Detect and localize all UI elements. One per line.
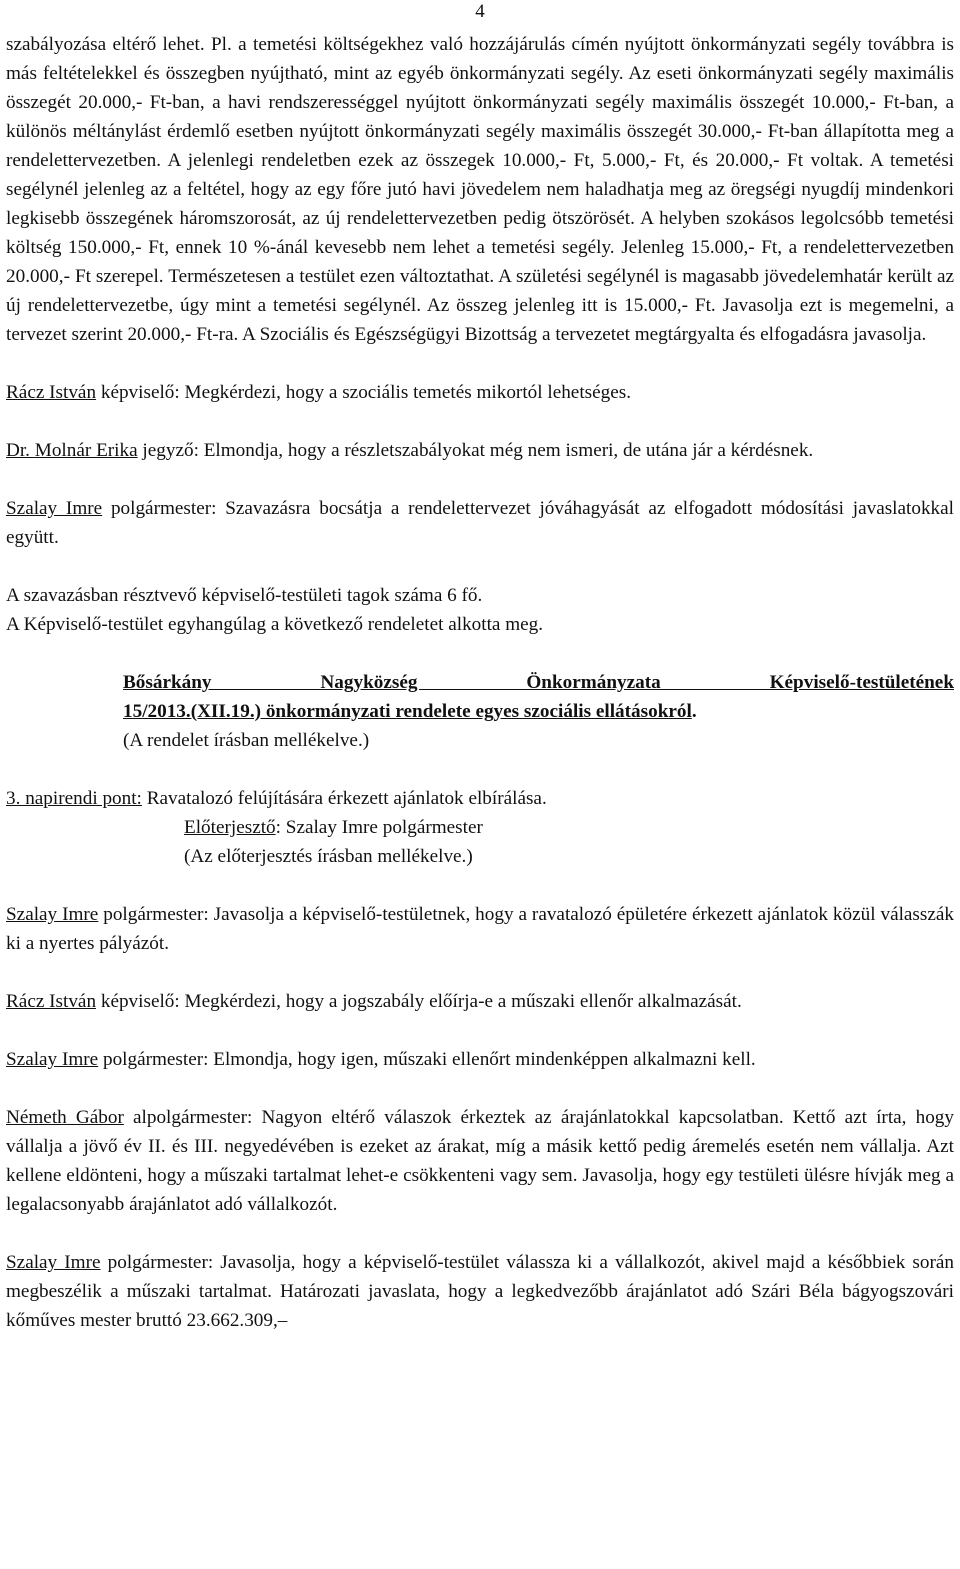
- document-body: [6, 30, 954, 1335]
- entry-racz-2: [6, 987, 954, 1016]
- presenter-attached: (Az előterjesztés írásban mellékelve.): [184, 846, 473, 867]
- entry-text: polgármester: Javasolja, hogy a képviselő-testület válassza ki a vállalkozót, akivel majd a későbbiek során megbeszélik a műszaki tartalmat. Határozati javaslata, hogy a legkedvezőbb árajánlatot adó Szári Béla bágyogszovári kőműves mester bruttó 23.662.309,–: [6, 1252, 954, 1331]
- entry-text: jegyző: Elmondja, hogy a részletszabályokat még nem ismeri, de utána jár a kérdésnek.: [137, 440, 814, 461]
- agenda-label: 3. napirendi pont:: [6, 788, 142, 809]
- decree-period: .: [691, 701, 697, 722]
- speaker-name: Molnár Erika: [34, 440, 138, 461]
- entry-szalay-1: [6, 494, 954, 552]
- presenter-block: [6, 813, 954, 871]
- presenter-text: : Szalay Imre polgármester: [275, 817, 483, 838]
- entry-szalay-2: [6, 900, 954, 958]
- speaker-name: Németh Gábor: [6, 1107, 124, 1128]
- page-number: 4: [475, 1, 485, 22]
- entry-text: képviselő: Megkérdezi, hogy a jogszabály előírja-e a műszaki ellenőr alkalmazását.: [96, 991, 742, 1012]
- speaker-name: Szalay Imre: [6, 1252, 101, 1273]
- decree-number-line: [123, 697, 954, 726]
- entry-text: polgármester: Elmondja, hogy igen, műszaki ellenőrt mindenképpen alkalmazni kell.: [98, 1049, 756, 1070]
- speaker-name: Szalay Imre: [6, 904, 99, 925]
- decree-number: 15/2013.(XII.19.) önkormányzati rendelete egyes szociális ellátásokról: [123, 701, 692, 722]
- entry-text: polgármester: Javasolja a képviselő-testületnek, hogy a ravatalozó épületére érkezett ajánlatok közül válasszák ki a nyertes pályázót.: [6, 904, 954, 954]
- intro-paragraph: szabályozása eltérő lehet. Pl. a temetési költségekhez való hozzájárulás címén nyújtott önkormányzati segély továbbra is más feltételekkel és összegben nyújtható, mint az egyéb önkormányzati segély. Az eseti önkormányzati segély maximális összegét 20.000,- Ft-ban, a havi rendszerességgel nyújtott önkormányzati segély maximális összegét 10.000,- Ft-ban, a különös méltánylást érdemlő esetben nyújtott önkormányzati segély maximális összegét 30.000,- Ft-ban állapította meg a rendelettervezetben. A jelenlegi rendeletben ezek az összegek 10.000,- Ft, 5.000,- Ft, és 20.000,- Ft voltak. A temetési segélynél jelenleg az a feltétel, hogy az egy főre jutó havi jövedelem nem haladhatja meg az öregségi nyugdíj mindenkori legkisebb összegének háromszorosát, az új rendelettervezetben pedig ötszörösét. A helyben szokásos legolcsóbb temetési költség 150.000,- Ft, ennek 10 %-ánál kevesebb nem lehet a temetési segély. Jelenleg 15.000,- Ft, a rendelettervezetben 20.000,- Ft szerepel. Természetesen a testület ezen változtathat. A születési segélynél is magasabb jövedelemhatár került az új rendelettervezetbe, úgy mint a temetési segélynél. Az összeg jelenleg itt is 15.000,- Ft. Javasolja ezt is megemelni, a tervezet szerint 20.000,- Ft-ra. A Szociális és Egészségügyi Bizottság a tervezetet megtárgyalta és elfogadásra javasolja.: [6, 34, 954, 345]
- speaker-name: Rácz István: [6, 991, 97, 1012]
- speaker-prefix: Dr.: [6, 440, 35, 461]
- presenter-label: Előterjesztő: [184, 817, 276, 838]
- agenda-item-3: [6, 784, 954, 813]
- entry-text: polgármester: Szavazásra bocsátja a rendelettervezet jóváhagyását az elfogadott módosítási javaslatokkal együtt.: [6, 498, 954, 548]
- decree-block: [6, 668, 954, 755]
- vote-result: A Képviselő-testület egyhangúlag a következő rendeletet alkotta meg.: [6, 614, 544, 635]
- entry-szalay-4: [6, 1248, 954, 1335]
- entry-molnar: [6, 436, 954, 465]
- entry-szalay-3: [6, 1045, 954, 1074]
- decree-title: Bősárkány Nagyközség Önkormányzata Képviselő-testületének: [123, 672, 954, 693]
- speaker-name: Rácz István: [6, 382, 97, 403]
- entry-text: alpolgármester: Nagyon eltérő válaszok érkeztek az árajánlatokkal kapcsolatban. Kettő azt írta, hogy vállalja a jövő év II. és III. negyedévében is ezeket az árakat, míg a másik kettő pedig áremelés esetén nem vállalja. Azt kellene eldönteni, hogy a műszaki tartalmat lehet-e csökkenteni vagy sem. Javasolja, hogy egy testületi ülésre hívják meg a legalacsonyabb árajánlatot adó vállalkozót.: [6, 1107, 954, 1215]
- decree-attached: (A rendelet írásban mellékelve.): [123, 730, 370, 751]
- agenda-title: Ravatalozó felújítására érkezett ajánlatok elbírálása.: [141, 788, 547, 809]
- vote-count: A szavazásban résztvevő képviselő-testületi tagok száma 6 fő.: [6, 585, 483, 606]
- speaker-name: Szalay Imre: [6, 498, 103, 519]
- speaker-name: Szalay Imre: [6, 1049, 99, 1070]
- presenter-line: [184, 813, 954, 842]
- entry-nemeth: [6, 1103, 954, 1219]
- entry-racz-1: [6, 378, 954, 407]
- entry-text: képviselő: Megkérdezi, hogy a szociális temetés mikortól lehetséges.: [96, 382, 632, 403]
